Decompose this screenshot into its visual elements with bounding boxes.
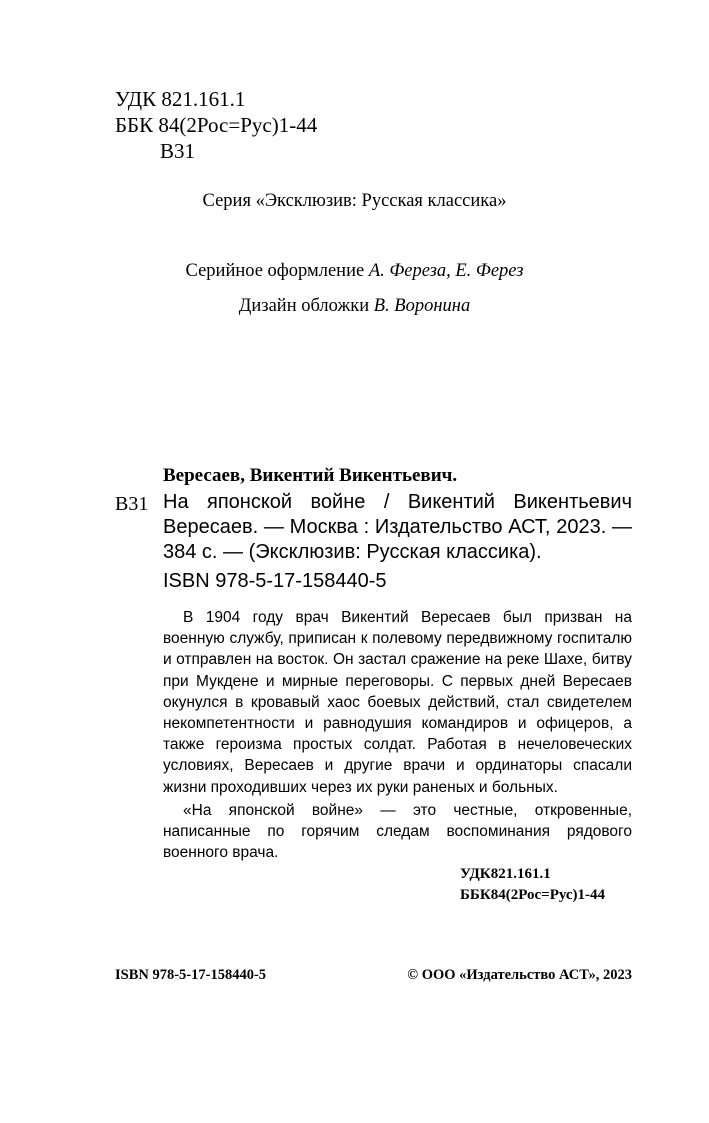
bbk-code: ББК 84(2Рос=Рус)1-44 (115, 113, 318, 137)
annotation (163, 607, 632, 863)
record-isbn: ISBN 978-5-17-158440-5 (163, 570, 387, 592)
record-code: В31 (115, 493, 149, 515)
author-mark: В31 (160, 139, 196, 163)
udk-code: УДК 821.161.1 (115, 87, 246, 111)
serial-design-names: А. Фереза, Е. Ферез (368, 261, 524, 281)
serial-design-line (0, 259, 709, 283)
cover-design-name: В. Воронина (373, 296, 471, 316)
cover-design-label: Дизайн обложки (238, 296, 374, 316)
annotation-paragraph: «На японской войне» — это честные, откровенные, написанные по горячим следам воспоминания рядового военного врача. (163, 801, 632, 862)
footer-isbn: ISBN 978-5-17-158440-5 (115, 967, 267, 983)
record-description: На японской войне / Викентий Викентьевич Вересаев. — Москва : Издательство АСТ, 2023. — 384 с. — (Эксклюзив: Русская классика). (163, 491, 632, 563)
serial-design-label: Серийное оформление (185, 261, 369, 281)
annotation-udk: УДК821.161.1 (460, 866, 551, 882)
cover-design-line (0, 294, 709, 318)
annotation-paragraph: В 1904 году врач Викентий Вересаев был призван на военную службу, приписан к полевому передвижному госпиталю и отправлен на восток. Он застал сражение на реке Шахе, битву при Мукдене и мирные переговоры. С первых дней Вересаев окунулся в кровавый хаос боевых действий, стал свидетелем некомпетентности и равнодушия командиров и офицеров, а также героизма простых солдат. Работая в нечеловеческих условиях, Вересаев и другие врачи и ординаторы спасали жизни проходивших через их руки раненых и больных. (163, 609, 632, 796)
footer-copyright: © ООО «Издательство АСТ», 2023 (407, 967, 632, 983)
annotation-bbk: ББК84(2Рос=Рус)1-44 (460, 887, 606, 903)
record-author: Вересаев, Викентий Викентьевич. (163, 465, 458, 486)
series-line: Серия «Эксклюзив: Русская классика» (202, 191, 507, 211)
